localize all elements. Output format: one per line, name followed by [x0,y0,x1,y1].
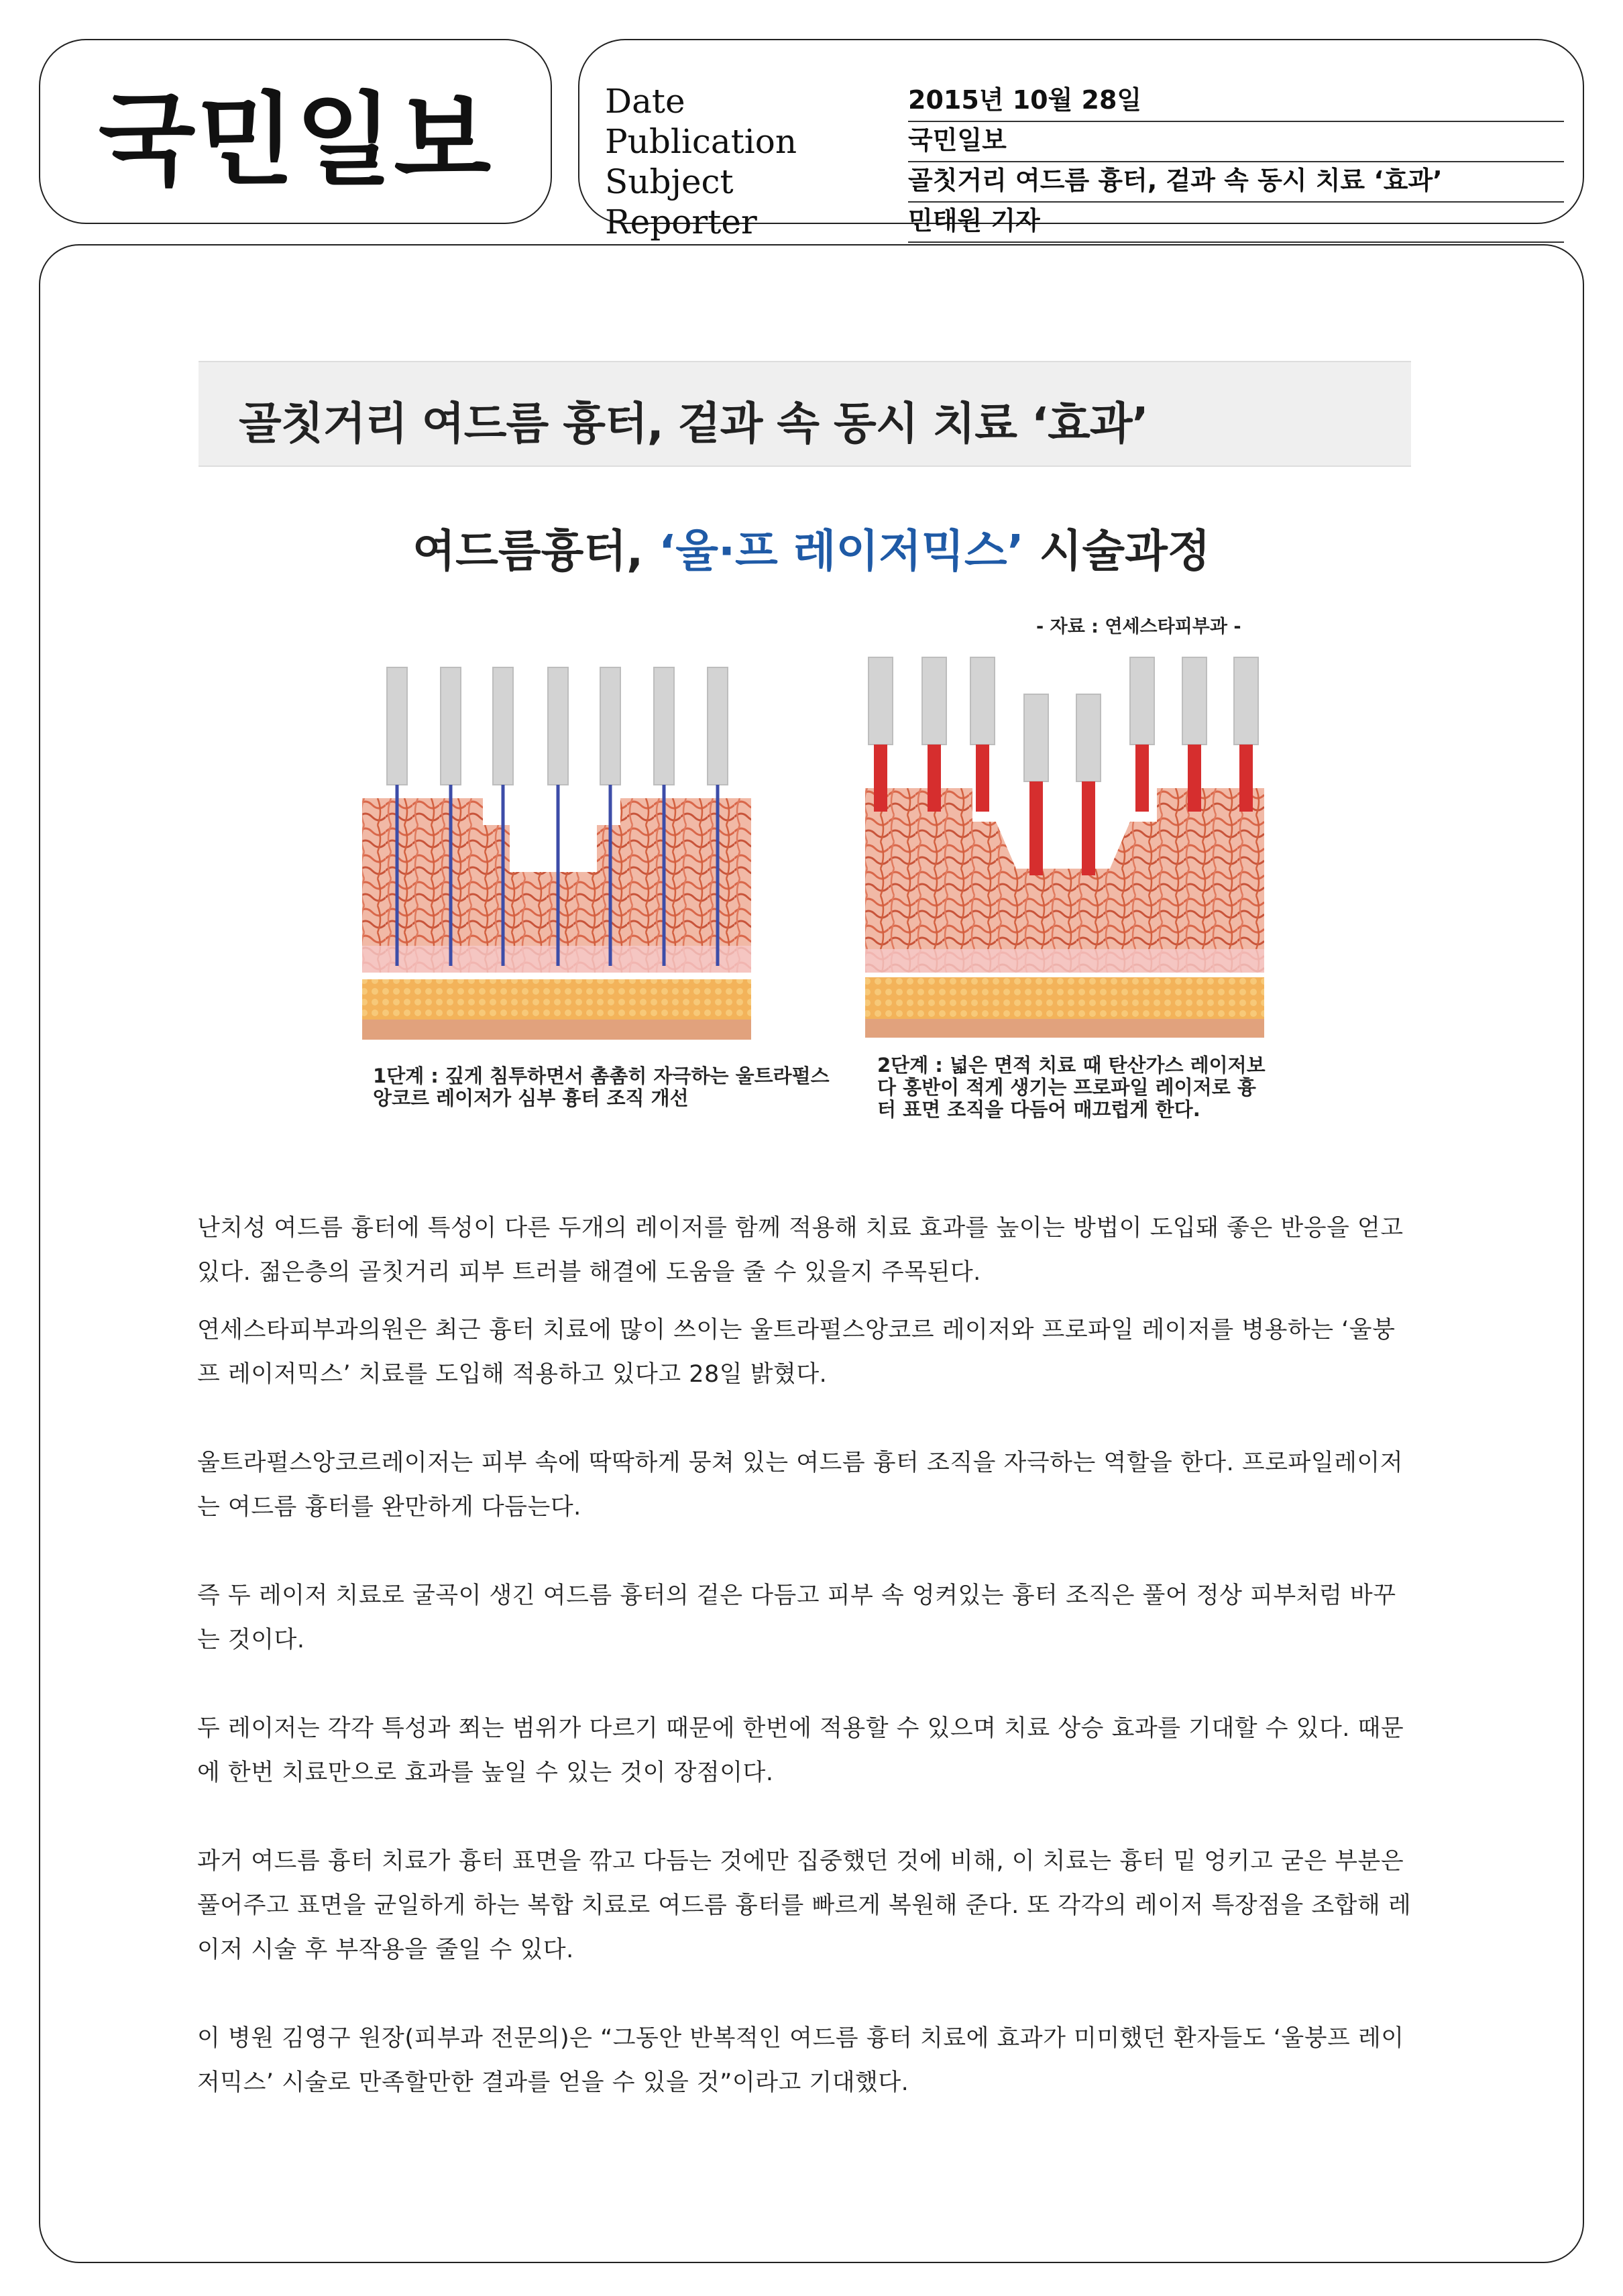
base-layer [362,1020,751,1040]
base-layer [865,1019,1264,1038]
figure-title [0,515,1623,579]
paragraph: 과거 여드름 흉터 치료가 흉터 표면을 깎고 다듬는 것에만 집중했던 것에 비해, 이 치료는 흉터 밑 엉키고 굳은 부분은 풀어주고 표면을 균일하게 하는 복합 치료로 여드름 흉터를 빠르게 복원해 준다. 또 각각의 레이저 특장점을 조합해 레이저 시술 후 부작용을 줄일 수 있다. [197,1848,1412,1963]
date-value: 2015년 10월 28일 [908,83,1564,122]
paragraph: 즉 두 레이저 치료로 굴곡이 생긴 여드름 흉터의 겉은 다듬고 피부 속 엉켜있는 흉터 조직은 풀어 정상 피부처럼 바꾸는 것이다. [197,1582,1396,1653]
paragraph: 울트라펄스앙코르레이저는 피부 속에 딱딱하게 뭉쳐 있는 여드름 흉터 조직을 자극하는 역할을 한다. 프로파일레이저는 여드름 흉터를 완만하게 다듬는다. [197,1450,1404,1521]
publication-logo: 국민일보 [98,83,493,199]
fat-layer [865,977,1264,1019]
info-row-reporter [605,203,1564,243]
caption-step2: 2단계 : 넓은 면적 치료 때 탄산가스 레이저보다 홍반이 적게 생기는 프로파일 레이저로 흉터 표면 조직을 다듬어 매끄럽게 한다. [877,1054,1266,1121]
reporter-value: 민태원 기자 [908,204,1564,243]
info-box [578,39,1584,241]
publication-label: Publication [605,122,797,161]
date-label: Date [605,82,685,121]
step2-illustration [862,654,1278,1043]
info-row-publication [605,122,1564,162]
figure-title-prefix: 여드름흉터, [412,525,659,577]
caption-step1: 1단계 : 깊게 침투하면서 촘촘히 자극하는 울트라펄스앙코르 레이저가 심부 흉터 조직 개선 [373,1064,830,1109]
logo-box [39,39,552,224]
figure-source: - 자료 : 연세스타피부과 - [1036,616,1241,637]
publication-value: 국민일보 [908,123,1564,162]
figure-title-suffix: 시술과정 [1023,525,1211,577]
ultrapulse-needles [387,667,728,785]
step1-illustration [359,664,761,1046]
info-row-date [605,82,1564,122]
paragraph: 연세스타피부과의원은 최근 흉터 치료에 많이 쓰이는 울트라펄스앙코르 레이저와 프로파일 레이저를 병용하는 ‘울붕프 레이저믹스’ 치료를 도입해 적용하고 있다고 28일 밝혔다. [197,1317,1396,1388]
skin-tissue [865,788,1264,973]
article-headline: 골칫거리 여드름 흉터, 겉과 속 동시 치료 ‘효과’ [239,398,1148,449]
headline-bar [199,361,1411,467]
subject-value: 골칫거리 여드름 흉터, 겉과 속 동시 치료 ‘효과’ [908,164,1564,203]
reporter-label: Reporter [605,203,757,241]
subject-label: Subject [605,162,734,201]
figure-title-highlight: ‘울·프 레이저믹스’ [659,525,1024,577]
paragraph: 두 레이저는 각각 특성과 쬐는 범위가 다르기 때문에 한번에 적용할 수 있으며 치료 상승 효과를 기대할 수 있다. 때문에 한번 치료만으로 효과를 높일 수 있는 것이 장점이다. [197,1715,1404,1786]
paragraph: 난치성 여드름 흉터에 특성이 다른 두개의 레이저를 함께 적용해 치료 효과를 높이는 방법이 도입돼 좋은 반응을 얻고 있다. 젊은층의 골칫거리 피부 트러블 해결에 도움을 줄 수 있을지 주목된다. [197,1215,1404,1286]
article-body [197,1206,1418,2105]
fat-layer [362,979,751,1020]
paragraph: 이 병원 김영구 원장(피부과 전문의)은 “그동안 반복적인 여드름 흉터 치료에 효과가 미미했던 환자들도 ‘울붕프 레이저믹스’ 시술로 만족할만한 결과를 얻을 수 있을 것”이라고 기대했다. [197,2025,1404,2096]
info-row-subject [605,162,1564,203]
skin-lower-layer [865,949,1264,973]
